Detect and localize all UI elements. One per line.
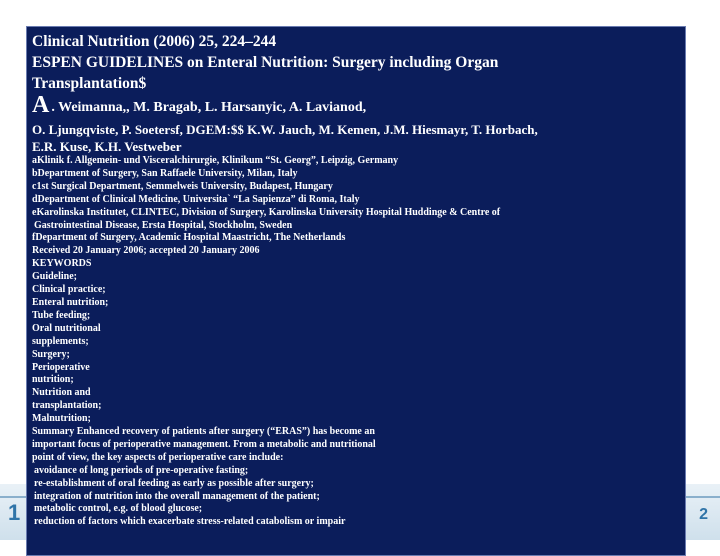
authors-line-1 <box>32 92 679 118</box>
citation-line: Clinical Nutrition (2006) 25, 224–244 <box>32 33 277 50</box>
body-line: Received 20 January 2006; accepted 20 January 2006 <box>32 245 260 257</box>
summary-line: integration of nutrition into the overall management of the patient; <box>34 490 320 502</box>
keyword-line: supplements; <box>32 335 89 347</box>
body-lines <box>32 155 679 529</box>
authors-line-2: O. Ljungqviste, P. Soetersf, DGEM:$$ K.W. Jauch, M. Kemen, J.M. Hiesmayr, T. Horbach, <box>32 122 538 137</box>
keywords-heading: KEYWORDS <box>32 258 92 270</box>
document-content <box>27 27 685 529</box>
body-line: bDepartment of Surgery, San Raffaele University, Milan, Italy <box>32 167 298 179</box>
body-line: Gastrointestinal Disease, Ersta Hospital, Stockholm, Sweden <box>34 219 293 231</box>
title-line-2: Transplantation$ <box>32 75 147 92</box>
title-line-1: ESPEN GUIDELINES on Enteral Nutrition: Surgery including Organ <box>32 54 499 71</box>
keyword-line: Guideline; <box>32 271 78 283</box>
keyword-line: Nutrition and <box>32 387 91 399</box>
summary-line: avoidance of long periods of pre-operative fasting; <box>34 464 249 476</box>
summary-line: re-establishment of oral feeding as early as possible after surgery; <box>34 477 314 489</box>
summary-line: metabolic control, e.g. of blood glucose; <box>34 503 203 515</box>
left-page-number: 1 <box>8 500 21 525</box>
right-page-number: 2 <box>699 506 708 523</box>
keyword-line: Clinical practice; <box>32 284 106 296</box>
keyword-line: Enteral nutrition; <box>32 296 109 308</box>
keyword-line: nutrition; <box>32 374 74 386</box>
keyword-line: transplantation; <box>32 400 102 412</box>
keyword-line: Surgery; <box>32 348 70 360</box>
summary-line: Summary Enhanced recovery of patients after surgery (“ERAS”) has become an <box>32 426 375 438</box>
summary-line: important focus of perioperative management. From a metabolic and nutritional <box>32 438 376 450</box>
body-line: eKarolinska Institutet, CLINTEC, Division of Surgery, Karolinska University Hospital Huddinge & Centre of <box>32 206 501 218</box>
keyword-line: Perioperative <box>32 361 90 373</box>
summary-line: point of view, the key aspects of perioperative care include: <box>32 451 284 463</box>
body-line: fDepartment of Surgery, Academic Hospital Maastricht, The Netherlands <box>32 232 346 244</box>
summary-line: reduction of factors which exacerbate stress-related catabolism or impair <box>34 516 346 528</box>
authors-line-3: E.R. Kuse, K.H. Vestweber <box>32 139 182 154</box>
body-line: aKlinik f. Allgemein- und Visceralchirurgie, Klinikum “St. Georg”, Leipzig, Germany <box>32 155 399 166</box>
document-panel <box>26 26 686 556</box>
keyword-line: Tube feeding; <box>32 309 91 321</box>
keyword-line: Malnutrition; <box>32 413 91 425</box>
body-line: c1st Surgical Department, Semmelweis University, Budapest, Hungary <box>32 180 333 192</box>
authors-text-1: . Weimanna,, M. Bragab, L. Harsanyic, A. Lavianod, <box>51 100 367 115</box>
body-line: dDepartment of Clinical Medicine, Universita` “La Sapienza” di Roma, Italy <box>32 193 360 205</box>
keyword-line: Oral nutritional <box>32 322 101 334</box>
authors-dropcap: A <box>32 92 50 118</box>
